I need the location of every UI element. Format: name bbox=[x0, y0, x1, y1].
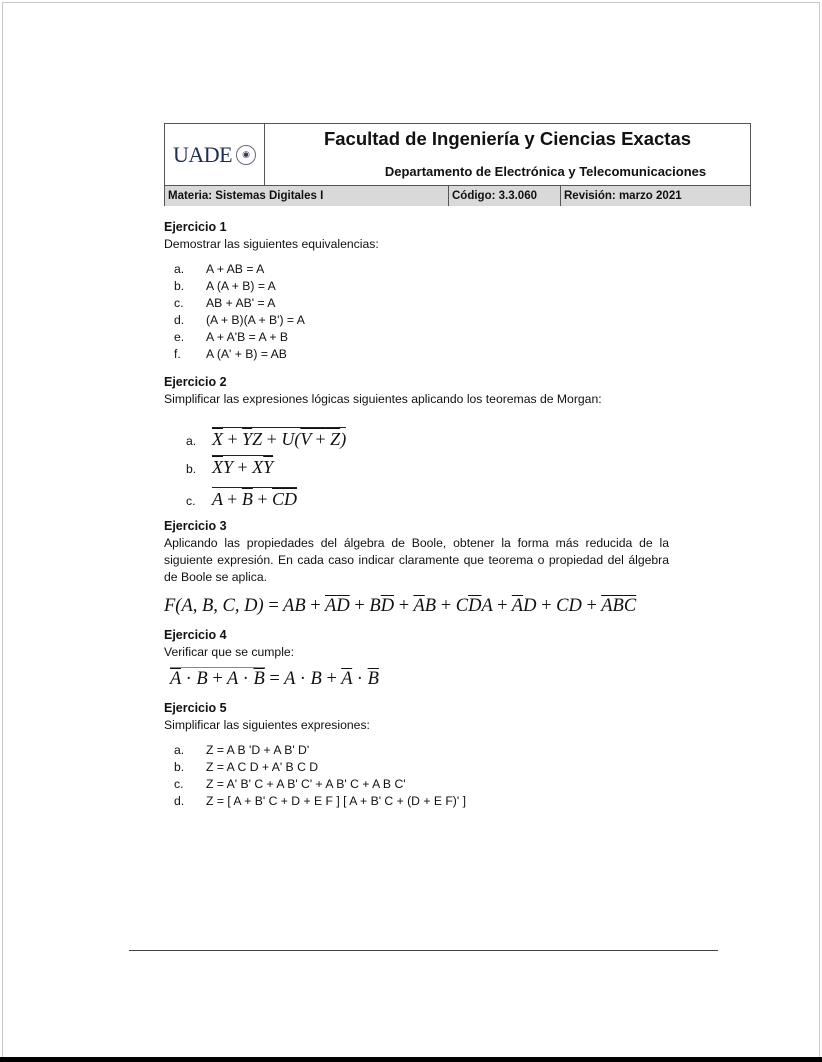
ejercicio-4 bbox=[164, 627, 669, 688]
list-item bbox=[174, 346, 669, 363]
item-label: b. bbox=[174, 279, 185, 293]
ejercicio-1 bbox=[164, 219, 669, 363]
document-header bbox=[164, 123, 751, 206]
list-item bbox=[174, 759, 669, 776]
list-item bbox=[174, 278, 669, 295]
seal-icon: ◉ bbox=[236, 145, 256, 165]
logo-text: UADE bbox=[172, 141, 233, 167]
page-subtitle: Departamento de Electrónica y Telecomunicaciones bbox=[384, 164, 707, 179]
page-title: Facultad de Ingeniería y Ciencias Exactas bbox=[323, 128, 692, 149]
item-label: d. bbox=[174, 794, 185, 808]
ejercicio-title: Ejercicio 2 bbox=[164, 375, 227, 389]
footer-divider bbox=[129, 950, 718, 951]
ejercicio-text: Simplificar las expresiones lógicas siguientes aplicando los teoremas de Morgan: bbox=[164, 392, 602, 406]
ejercicio-title: Ejercicio 5 bbox=[164, 701, 227, 715]
ejercicio-text: Demostrar las siguientes equivalencias: bbox=[164, 237, 379, 251]
item-expr: A (A' + B) = AB bbox=[206, 347, 287, 361]
item-expr: A + AB = A bbox=[206, 262, 265, 276]
ejercicio-5 bbox=[164, 700, 669, 810]
page-border-top bbox=[2, 2, 820, 3]
ejercicio-title: Ejercicio 1 bbox=[164, 220, 227, 234]
item-expr: A (A + B) = A bbox=[206, 279, 276, 293]
item-expr: (A + B)(A + B') = A bbox=[206, 313, 305, 327]
item-label: f. bbox=[174, 347, 181, 361]
document-body bbox=[164, 219, 669, 810]
morgan-item-a bbox=[164, 416, 669, 452]
ejercicio-text: Simplificar las siguientes expresiones: bbox=[164, 718, 370, 732]
item-label: a. bbox=[186, 434, 197, 448]
item-expr: Z = A B 'D + A B' D' bbox=[206, 743, 310, 757]
list-item bbox=[174, 793, 669, 810]
item-label: c. bbox=[186, 494, 196, 508]
verification-equation: $\overline{A} \cdot B + A \cdot \overline{B} = A \cdot B + \overline{A} \cdot \overline{B}$ bbox=[170, 669, 379, 689]
revision: Revisión: marzo 2021 bbox=[564, 190, 682, 202]
logo bbox=[165, 124, 265, 185]
list-item bbox=[174, 742, 669, 759]
item-label: a. bbox=[174, 743, 185, 757]
list-item bbox=[174, 295, 669, 312]
item-label: a. bbox=[174, 262, 185, 276]
item-label: b. bbox=[174, 760, 185, 774]
ejercicio-text: Aplicando las propiedades del álgebra de Boole, obtener la forma más reducida de la siguiente expresión. En cada caso indicar claramente que teorema o propiedad del álgebra de Boole se aplica. bbox=[164, 536, 669, 584]
codigo: Código: 3.3.060 bbox=[449, 186, 561, 206]
item-label: b. bbox=[186, 462, 197, 476]
materia: Materia: Sistemas Digitales I bbox=[165, 186, 449, 206]
simplify-list bbox=[174, 742, 669, 810]
ejercicio-title: Ejercicio 3 bbox=[164, 519, 227, 533]
page-border-right bbox=[819, 2, 820, 1058]
item-expr: Z = A C D + A' B C D bbox=[206, 760, 319, 774]
equivalences-list bbox=[174, 261, 669, 363]
title-cell bbox=[265, 124, 750, 185]
math-expression: $A + \overline{B} + \overline{CD}$ bbox=[212, 489, 297, 509]
item-label: c. bbox=[174, 296, 184, 310]
info-row bbox=[165, 185, 750, 206]
page-border-left bbox=[2, 2, 3, 1058]
item-label: e. bbox=[174, 330, 185, 344]
item-expr: Z = [ A + B' C + D + E F ] [ A + B' C + (D + E F)' ] bbox=[206, 794, 466, 808]
ejercicio-title: Ejercicio 4 bbox=[164, 628, 227, 642]
item-expr: Z = A' B' C + A B' C' + A B' C + A B C' bbox=[206, 777, 406, 791]
bottom-edge bbox=[0, 1057, 822, 1062]
list-item bbox=[174, 312, 669, 329]
morgan-item-c bbox=[164, 480, 669, 512]
ejercicio-3 bbox=[164, 518, 669, 615]
boolean-function: F(A, B, C, D) = AB + $\overline{A}\overline{D} + B\overline{D} + \overline{A}B + C\overline{D}A + \overline{A}D$ + CD + $\overline{A}\overline{B}\overline{C}$ bbox=[164, 596, 637, 616]
math-expression: $\overline{X} + \overline{Y}Z + U(V + Z)$ bbox=[212, 429, 347, 449]
list-item bbox=[174, 329, 669, 346]
morgan-item-b bbox=[164, 452, 669, 480]
list-item bbox=[174, 776, 669, 793]
math-expression: $\overline{X}Y + X\overline{Y}$ bbox=[212, 457, 274, 477]
ejercicio-2 bbox=[164, 374, 669, 512]
item-label: d. bbox=[174, 313, 185, 327]
ejercicio-text: Verificar que se cumple: bbox=[164, 645, 295, 659]
item-expr: AB + AB' = A bbox=[206, 296, 276, 310]
list-item bbox=[174, 261, 669, 278]
item-label: c. bbox=[174, 777, 184, 791]
item-expr: A + A'B = A + B bbox=[206, 330, 288, 344]
